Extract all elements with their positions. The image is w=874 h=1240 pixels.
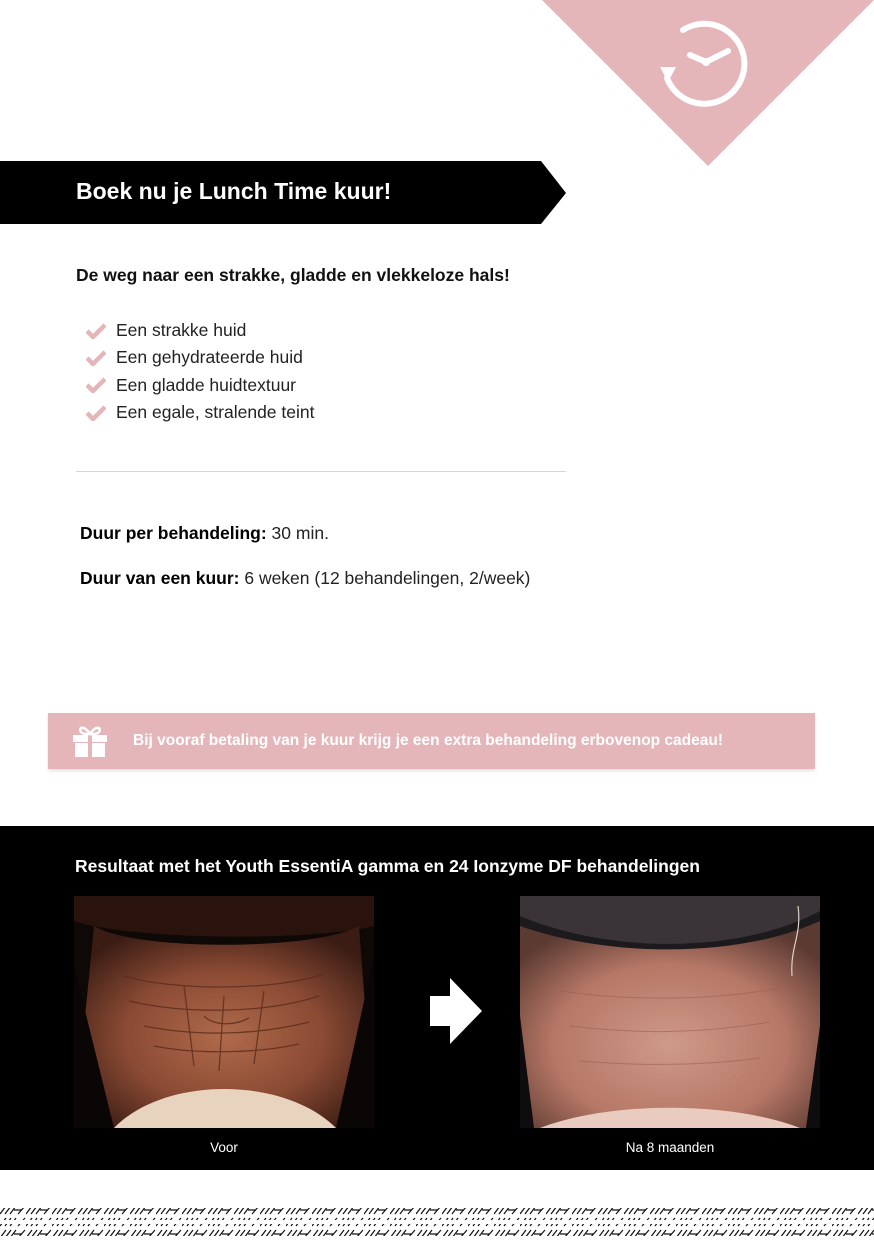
arrow-right-icon bbox=[430, 978, 482, 1044]
after-caption: Na 8 maanden bbox=[625, 1140, 715, 1155]
check-icon bbox=[86, 323, 106, 339]
gift-icon bbox=[72, 724, 108, 758]
check-icon bbox=[86, 405, 106, 421]
promo-text: Bij vooraf betaling van je kuur krijg je een extra behandeling erbovenop cadeau! bbox=[133, 732, 724, 749]
subtitle: De weg naar een strakke, gladde en vlekkeloze hals! bbox=[76, 265, 510, 285]
results-section bbox=[0, 826, 874, 1170]
benefit-label: Een strakke huid bbox=[116, 320, 247, 341]
list-item bbox=[86, 399, 314, 426]
course-label: Duur van een kuur: bbox=[80, 568, 240, 588]
promo-banner bbox=[48, 713, 815, 769]
decorative-pattern bbox=[0, 1204, 874, 1240]
benefit-label: Een gladde huidtextuur bbox=[116, 374, 296, 395]
duration-value: 30 min. bbox=[266, 523, 329, 543]
list-item bbox=[86, 317, 314, 344]
list-item bbox=[86, 344, 314, 371]
results-title: Resultaat met het Youth EssentiA gamma en 24 Ionzyme DF behandelingen bbox=[75, 856, 700, 876]
after-photo bbox=[520, 896, 820, 1128]
check-icon bbox=[86, 350, 106, 366]
before-caption: Voor bbox=[210, 1140, 238, 1155]
duration-label: Duur per behandeling: bbox=[80, 523, 267, 543]
list-item bbox=[86, 372, 314, 399]
course-line bbox=[80, 568, 530, 589]
benefit-label: Een egale, stralende teint bbox=[116, 402, 315, 423]
duration-line bbox=[80, 523, 329, 544]
course-value: 6 weken (12 behandelingen, 2/week) bbox=[239, 568, 531, 588]
benefit-label: Een gehydrateerde huid bbox=[116, 347, 303, 368]
divider bbox=[76, 471, 566, 472]
check-icon bbox=[86, 377, 106, 393]
before-photo bbox=[74, 896, 374, 1128]
page-title: Boek nu je Lunch Time kuur! bbox=[76, 178, 392, 204]
benefits-list bbox=[86, 317, 314, 426]
